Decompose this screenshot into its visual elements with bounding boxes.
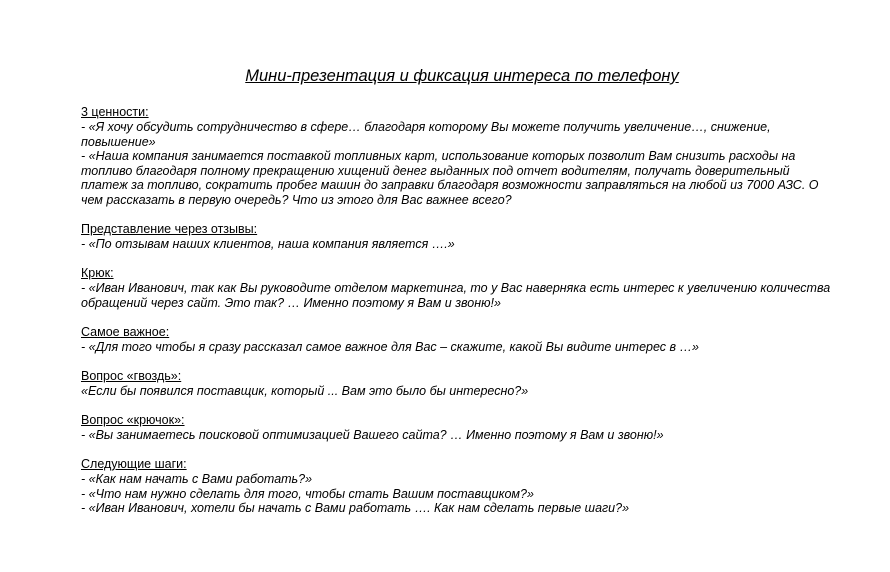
section-line: - «Как нам начать с Вами работать?» [81, 472, 313, 487]
section-line: - «Для того чтобы я сразу рассказал самое важное для Вас – скажите, какой Вы видите интерес в …» [81, 339, 699, 354]
section-line: - «Иван Иванович, хотели бы начать с Вами работать …. Как нам сделать первые шаги?» [81, 501, 630, 516]
section-line: - «Что нам нужно сделать для того, чтобы стать Вашим поставщиком?» [81, 486, 534, 501]
section-heading: Самое важное: [81, 324, 170, 339]
section-line: - «Вы занимаетесь поисковой оптимизацией Вашего сайта? … Именно поэтому я Вам и звоню!» [81, 428, 664, 443]
document-page [81, 66, 831, 530]
section-heading: Следующие шаги: [81, 457, 187, 472]
section-next-steps [81, 457, 831, 516]
section-hook [81, 266, 831, 310]
section-line: - «Я хочу обсудить сотрудничество в сфере… благодаря которому Вы можете получить увеличение…, снижение, повышение» [81, 120, 771, 149]
section-heading: Крюк: [81, 266, 114, 281]
section-nail-question [81, 369, 831, 399]
section-line: «Если бы появился поставщик, который ... Вам это было бы интересно?» [81, 383, 529, 398]
section-line: - «Иван Иванович, так как Вы руководите отделом маркетинга, то у Вас наверняка есть интерес к увеличению количества обращений через сайт. Это так? … Именно поэтому я Вам и звоню!» [81, 281, 831, 310]
section-most-important [81, 325, 831, 355]
section-hook-question [81, 413, 831, 443]
section-heading: Представление через отзывы: [81, 222, 258, 237]
section-heading: Вопрос «гвоздь»: [81, 368, 182, 383]
section-reviews [81, 222, 831, 252]
section-heading: 3 ценности: [81, 105, 149, 119]
section-line: - «Наша компания занимается поставкой топливных карт, использование которых позволит Вам снизить расходы на топливо благодаря полному прекращению хищений денег выданных под отчет водителям, получать доверительный платеж за топливо, сократить пробег машин до заправки благодаря возможности заправляться на любой из 7000 АЗС. О чем рассказать в первую очередь? Что из этого для Вас важнее всего? [81, 149, 819, 207]
section-three-values [81, 105, 831, 208]
section-heading: Вопрос «крючок»: [81, 413, 185, 428]
document-title: Мини-презентация и фиксация интереса по телефону [245, 67, 679, 85]
section-line: - «По отзывам наших клиентов, наша компания является ….» [81, 237, 455, 252]
